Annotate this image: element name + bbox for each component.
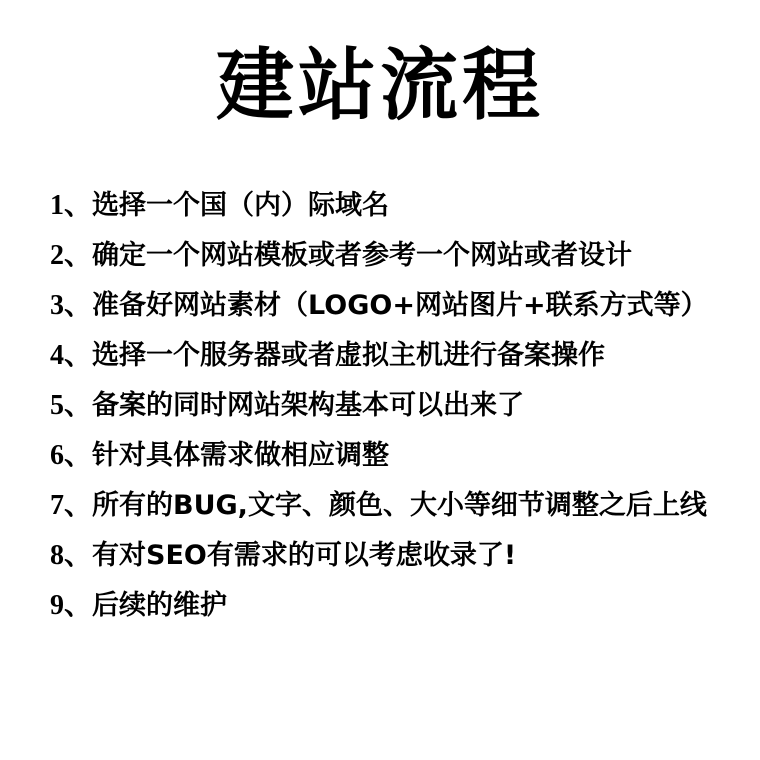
step-text: 针对具体需求做相应调整 — [92, 439, 390, 471]
step-number: 4、 — [50, 339, 93, 371]
list-item — [0, 389, 760, 421]
step-number: 8、 — [50, 539, 93, 571]
page-title: 建站流程 — [215, 41, 544, 131]
list-item — [0, 289, 760, 321]
list-item — [0, 539, 760, 571]
step-text: 有对SEO有需求的可以考虑收录了! — [92, 539, 517, 571]
step-text: 备案的同时网站架构基本可以出来了 — [92, 389, 525, 421]
list-item — [0, 189, 760, 221]
list-item — [0, 589, 760, 621]
step-number: 2、 — [50, 239, 93, 271]
step-number: 6、 — [50, 439, 93, 471]
list-item — [0, 239, 760, 271]
step-number: 9、 — [50, 589, 93, 621]
step-number: 3、 — [50, 289, 93, 321]
step-text: 确定一个网站模板或者参考一个网站或者设计 — [92, 239, 633, 271]
step-number: 1、 — [50, 189, 93, 221]
step-number: 7、 — [50, 489, 93, 521]
step-text: 准备好网站素材（LOGO+网站图片+联系方式等） — [92, 289, 708, 321]
list-item — [0, 439, 760, 471]
list-item — [0, 339, 760, 371]
step-number: 5、 — [50, 389, 93, 421]
step-text: 后续的维护 — [92, 589, 228, 621]
list-item — [0, 489, 760, 521]
step-text: 所有的BUG,文字、颜色、大小等细节调整之后上线 — [92, 489, 707, 521]
steps-list — [0, 189, 760, 621]
step-text: 选择一个国（内）际域名 — [92, 189, 390, 221]
step-text: 选择一个服务器或者虚拟主机进行备案操作 — [92, 339, 606, 371]
